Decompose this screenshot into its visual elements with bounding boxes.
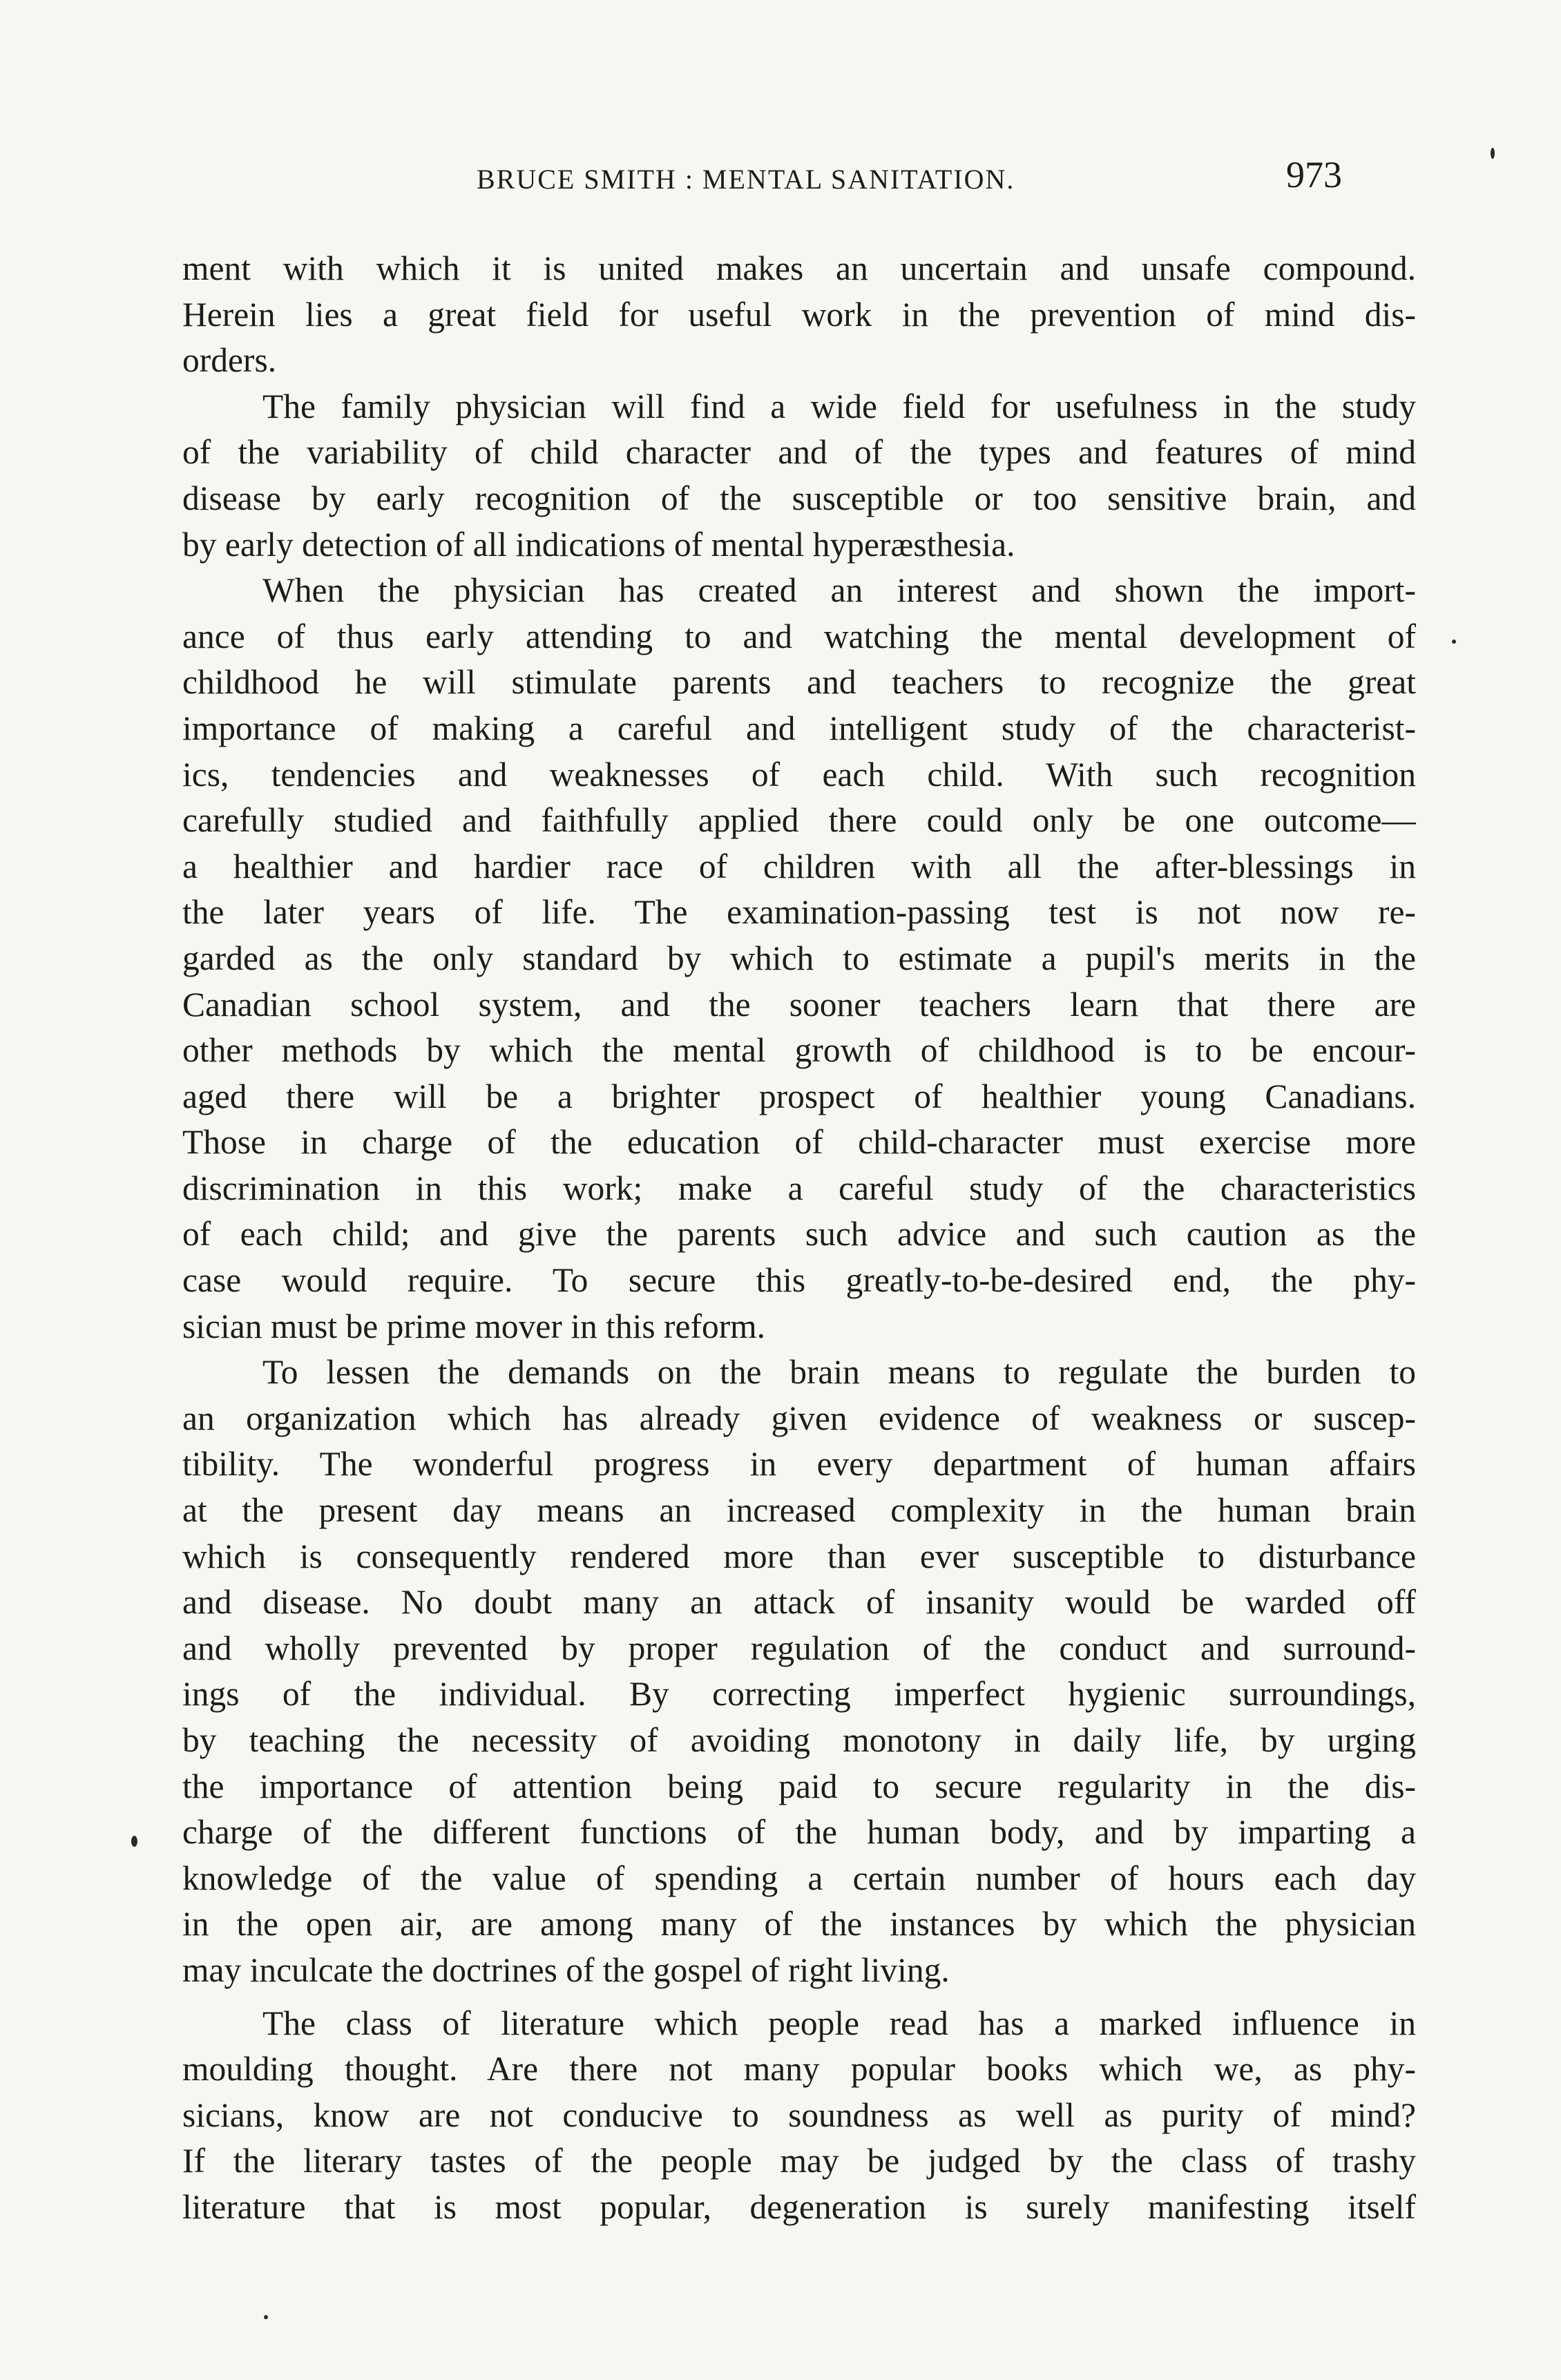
text-line: The family physician will find a wide field for usefulness in the study bbox=[262, 387, 1416, 425]
text-line: ics, tendencies and weaknesses of each child. With such recognition bbox=[182, 755, 1416, 794]
text-line: literature that is most popular, degeneration is surely manifesting itself bbox=[182, 2187, 1416, 2226]
text-line: other methods by which the mental growth of childhood is to be encour- bbox=[182, 1031, 1416, 1070]
text-line: To lessen the demands on the brain means to regulate the burden to bbox=[262, 1353, 1416, 1392]
text-line: When the physician has created an interest and shown the import- bbox=[262, 571, 1416, 610]
running-head: BRUCE SMITH : MENTAL SANITATION. bbox=[477, 164, 1015, 195]
text-line: childhood he will stimulate parents and teachers to recognize the great bbox=[182, 663, 1416, 702]
text-line: of each child; and give the parents such advice and such caution as the bbox=[182, 1215, 1416, 1254]
text-line: discrimination in this work; make a careful study of the characteristics bbox=[182, 1169, 1416, 1207]
text-line: at the present day means an increased complexity in the human brain bbox=[182, 1491, 1416, 1530]
text-line: Herein lies a great field for useful work in the prevention of mind dis- bbox=[182, 295, 1416, 334]
text-line: disease by early recognition of the susceptible or too sensitive brain, and bbox=[182, 479, 1416, 517]
text-line: ings of the individual. By correcting imperfect hygienic surroundings, bbox=[182, 1675, 1416, 1714]
scan-speck bbox=[131, 1836, 137, 1847]
text-line: sician must be prime mover in this reform. bbox=[182, 1307, 766, 1345]
scan-speck bbox=[1452, 640, 1456, 644]
text-line: in the open air, are among many of the instances by which the physician bbox=[182, 1905, 1416, 1944]
text-line: moulding thought. Are there not many popular books which we, as phy- bbox=[182, 2050, 1416, 2089]
text-line: may inculcate the doctrines of the gospel of right living. bbox=[182, 1950, 950, 1989]
text-line: an organization which has already given evidence of weakness or suscep- bbox=[182, 1399, 1416, 1437]
text-line: importance of making a careful and intelligent study of the characterist- bbox=[182, 709, 1416, 747]
text-line: charge of the different functions of the human body, and by imparting a bbox=[182, 1813, 1416, 1852]
text-line: knowledge of the value of spending a certain number of hours each day bbox=[182, 1859, 1416, 1897]
page-number: 973 bbox=[1286, 154, 1342, 195]
text-line: a healthier and hardier race of children with all the after-blessings in bbox=[182, 847, 1416, 885]
paragraph-gap bbox=[182, 1994, 1416, 2001]
body-text bbox=[182, 246, 1416, 2231]
text-line: The class of literature which people read has a marked influence in bbox=[262, 2004, 1416, 2042]
text-line: ment with which it is united makes an uncertain and unsafe compound. bbox=[182, 249, 1416, 287]
text-line: tibility. The wonderful progress in every department of human affairs bbox=[182, 1445, 1416, 1484]
text-line: sicians, know are not conducive to soundness as well as purity of mind? bbox=[182, 2095, 1416, 2134]
text-line: Canadian school system, and the sooner teachers learn that there are bbox=[182, 985, 1416, 1024]
scan-speck bbox=[1491, 148, 1495, 159]
text-line: and wholly prevented by proper regulation of the conduct and surround- bbox=[182, 1629, 1416, 1667]
text-line: Those in charge of the education of child-character must exercise more bbox=[182, 1123, 1416, 1162]
text-line: case would require. To secure this greatly-to-be-desired end, the phy- bbox=[182, 1261, 1416, 1300]
text-line: which is consequently rendered more than ever susceptible to disturbance bbox=[182, 1537, 1416, 1575]
scan-speck bbox=[264, 2315, 268, 2319]
text-line: garded as the only standard by which to estimate a pupil's merits in the bbox=[182, 939, 1416, 977]
text-line: by teaching the necessity of avoiding monotony in daily life, by urging bbox=[182, 1721, 1416, 1759]
text-line: carefully studied and faithfully applied there could only be one outcome— bbox=[182, 801, 1416, 840]
text-line: the later years of life. The examination-passing test is not now re- bbox=[182, 893, 1416, 932]
text-line: by early detection of all indications of mental hyperæsthesia. bbox=[182, 525, 1015, 564]
text-line: aged there will be a brighter prospect of healthier young Canadians. bbox=[182, 1077, 1416, 1115]
text-line: of the variability of child character and of the types and features of mind bbox=[182, 433, 1416, 472]
text-line: the importance of attention being paid to secure regularity in the dis- bbox=[182, 1767, 1416, 1805]
text-line: ance of thus early attending to and watching the mental development of bbox=[182, 617, 1416, 655]
text-line: If the literary tastes of the people may be judged by the class of trashy bbox=[182, 2142, 1416, 2180]
text-line: and disease. No doubt many an attack of insanity would be warded off bbox=[182, 1583, 1416, 1622]
text-line: orders. bbox=[182, 341, 277, 380]
